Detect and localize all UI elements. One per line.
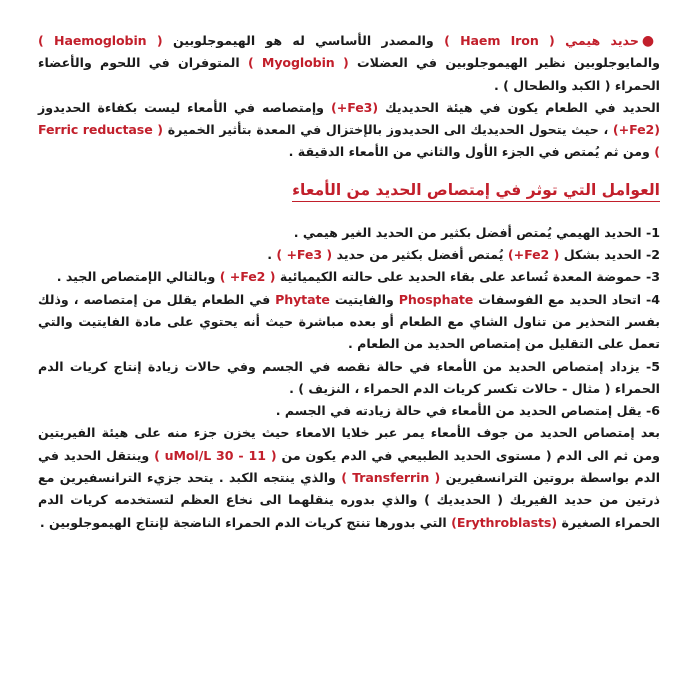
text-segment: في الطعام يقلل من إمتصاصه ، وذلك بفسر التحذير من تناول الشاي مع الطعام أو بعده مباشرة حيث أنه يحتوي على مادة الفايتيت والتي تعمل على التقليل من إمتصاص الحديد من الطعام . [38, 291, 660, 352]
section-heading: العوامل التي توثر في إمتصاص الحديد من الأمعاء [292, 181, 660, 202]
text-segment: وينتقل الحديد في الدم بواسطة بروتين الترانسفيرين [38, 447, 661, 486]
factor-item-3 [38, 266, 660, 288]
bullet-icon: ● [641, 33, 661, 49]
text-segment: 2- الحديد بشكل [563, 247, 660, 263]
text-segment: وإمتصاصه في الأمعاء ليست بكفاءة الحديدوز [38, 99, 325, 115]
term-phytate: Phytate [275, 291, 330, 307]
text-segment: والذي ينتجه الكبد . يتحد جزيء الترانسفيرين مع ذرتين من حديد الفيريك ( الحديديك ) والذي بدوره ينقلهما الى نخاع العظم لتستخدمه كريات الدم الحمراء الصغيرة [38, 470, 660, 530]
text-segment: 3- حموضة المعدة تُساعد على بقاء الحديد على حالته الكيميائية [279, 269, 660, 285]
factor-item-5 [38, 356, 660, 401]
factor-item-6 [38, 400, 660, 422]
factor-text: 6- يقل إمتصاص الحديد من الأمعاء في حالة زيادته في الجسم . [275, 403, 660, 419]
term-erythroblasts: (Erythroblasts) [451, 514, 558, 530]
text-segment: والمايوجلوبين نظير الهيموجلوبين في العضلات [357, 55, 660, 71]
term-fe3: ( Fe3+ ) [276, 247, 333, 263]
text-segment: وبالتالي الإمتصاص الجيد . [56, 269, 216, 285]
text-segment: والمصدر الأساسي له هو الهيموجلوبين [172, 33, 434, 48]
term-haem-iron: حديد هيمي [565, 33, 639, 48]
term-haemoglobin: ( Haemoglobin ) [38, 33, 163, 48]
text-segment: ، حيث يتحول الحديديك الى الحديدوز بالإختزال في المعدة بتأثير الخميرة [167, 122, 609, 138]
section-heading-wrap [38, 181, 660, 202]
term-fe2: ( Fe2+) [507, 247, 560, 263]
text-segment: الحديد في الطعام يكون في هيئة الحديديك [385, 99, 660, 115]
text-segment: ومن ثم يُمتص في الجزء الأول والثاني من الأمعاء الدقيقة . [288, 144, 650, 160]
term-iron-range: ( 11 - 30 uMol/L ) [154, 447, 277, 463]
term-transferrin: ( Transferrin ) [341, 470, 441, 486]
factor-item-4 [38, 289, 660, 356]
factors-list [38, 222, 660, 423]
text-segment: المتوفران في اللحوم والأعضاء الحمراء ( الكبد والطحال ) . [38, 55, 660, 93]
text-segment: والفايتيت [334, 291, 394, 307]
text-segment: 4- اتحاد الحديد مع الفوسفات [478, 291, 660, 307]
closing-paragraph [38, 422, 660, 533]
term-fe2: (Fe2+) [612, 122, 660, 138]
factor-item-1 [38, 222, 660, 244]
text-segment: بعد إمتصاص الحديد من جوف الأمعاء يمر عبر خلايا الامعاء حيث يخزن جزء منه على هيئة الفيريتين ومن ثم الى الدم ( مستوى الحديد الطبيعي في الدم يكون من [38, 425, 660, 463]
text-segment: التي بدورها تنتج كريات الدم الحمراء الناضجة لإنتاج الهيموجلوبين . [39, 514, 447, 530]
text-segment: يُمتص أفضل بكثير من حديد [336, 247, 504, 263]
intro-paragraph-2 [38, 97, 660, 164]
term-fe2: ( Fe2+ ) [219, 269, 276, 285]
text-segment: . [267, 247, 273, 263]
factor-item-2 [38, 244, 660, 266]
factor-text: 5- يزداد إمتصاص الحديد من الأمعاء في حالة نقصه في الجسم وفي حالات زيادة إنتاج كريات الدم الحمراء ( مثال - حالات تكسر كريات الدم الحمراء ، النزيف ) . [38, 358, 660, 396]
factor-text: 1- الحديد الهيمي يُمتص أفضل بكثير من الحديد الغير هيمي . [293, 224, 660, 240]
term-phosphate: Phosphate [398, 291, 474, 307]
term-myoglobin: ( Myoglobin ) [247, 55, 349, 71]
intro-paragraph-1 [38, 30, 660, 97]
term-ferric-reductase: ( Ferric reductase ) [38, 122, 660, 160]
term-haem-iron-en: ( Haem Iron ) [444, 33, 555, 48]
term-fe3: (Fe3+) [331, 99, 379, 115]
